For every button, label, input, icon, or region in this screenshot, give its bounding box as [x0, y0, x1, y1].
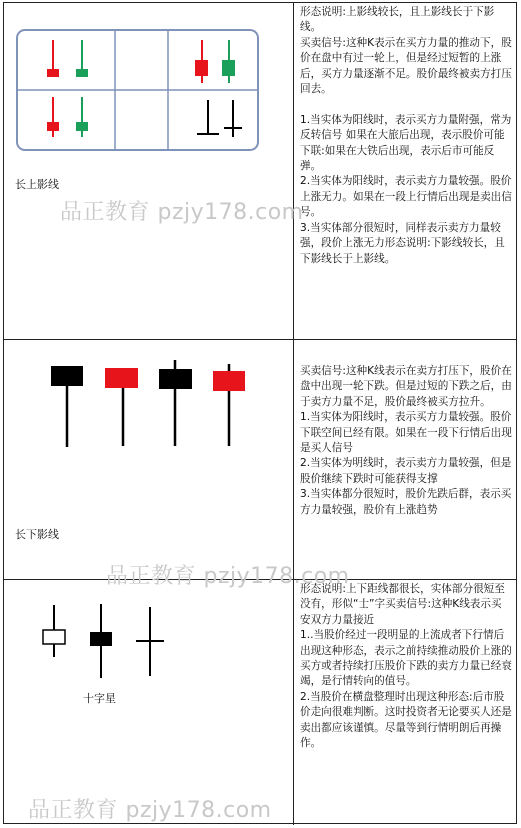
table-row — [4, 3, 516, 340]
table-row — [4, 340, 516, 589]
long-upper-shadow-illustration — [4, 3, 294, 340]
inverted-t-line — [197, 100, 219, 134]
candle-green-tall — [222, 40, 235, 83]
watermark: 品正教育 pzjy178.com — [28, 798, 272, 823]
pattern-illustration-cell — [4, 3, 294, 339]
kline-pattern-table — [3, 2, 517, 824]
candle-red-tall — [195, 40, 208, 83]
candle-red-long-upper — [47, 40, 59, 77]
pattern-description-cell — [294, 3, 516, 339]
candle-black-doji — [90, 604, 112, 678]
pattern-description: 买卖信号:这种K线表示在卖方打压下，股价在盘中出现一轮下跌。但是过短的下跌之后，由于卖方力量不足，股价最终被买方拉升。 1.当实体为阳线时，表示买方力量较强。股价下联空间已经有限。如果在一段下行情后出现是买人信号 2.当实体为明线时，表示卖方力量较强，但是股价继续下跌时可能获得支撑 3.当实体都分很短时，股价先跌后群，表示买方力量较强，股价有上涨趋势 — [300, 365, 512, 516]
pattern-description-cell — [294, 340, 516, 579]
pattern-label: 长上影线 — [15, 178, 59, 191]
pattern-description: 形态说明:上影线较长，且上影线长于下影线。 买卖信号:这种K表示在买方力量的推动下，股价在盘中有过一轮上，但是经过短暂的上涨后，买方力量逐渐不足。股价最终被卖方打压回去。 1.当实体为阳线时，表示买方力量附强，常为反转信号 如果在大旅后出现，表示股价可能下联:如果在大铁后出现，表示后市可能反弹。 2.当实体为阳线时，表示卖方力量较强。股价上涨无力。如果在一段上行情后出现是卖出信号。 3.当实体部分很短时，同样表示卖方力量较强，段价上涨无力形态说明:下影线较长，且下影线长于上影线。 — [300, 6, 512, 265]
pattern-description: 形态说明:上下距线都很长，实体部分很短至没有，形似“士”字买卖信号:这种K线表示买安双方力量接近 1..当股价经过一段明显的上流成者下行情后出现这种形态，表示之前持续推动股价上涨的买方或者持续打压股价下跌的卖方力量已经衰竭，是行情转向的值号。 2.当股价在横盘整理时出现这种形态:后市股价走向很难判断。这时投资者无论要买人还是卖出都应该谨慎。尽量等到行情明朗后再操作。 — [300, 583, 512, 750]
candle-red-hammer-upper — [213, 364, 245, 446]
watermark: 品正教育 pzjy178.com — [106, 564, 350, 589]
doji-illustration — [4, 580, 294, 825]
candle-black-hammer — [51, 366, 83, 447]
pattern-description-cell — [294, 580, 516, 825]
candle-red-hammer — [105, 368, 138, 446]
candle-green-upper-lower — [76, 97, 88, 137]
pattern-illustration-cell — [4, 340, 294, 579]
candle-black-hammer-upper — [159, 360, 192, 446]
watermark: 品正教育 pzjy178.com — [60, 200, 304, 225]
candle-green-long-upper — [76, 40, 88, 77]
candle-red-upper-lower — [47, 97, 59, 137]
long-lower-shadow-illustration — [4, 340, 294, 580]
inverted-cross-line — [224, 100, 242, 137]
candle-white-doji — [43, 605, 65, 657]
pattern-label: 十字星 — [83, 692, 116, 705]
pattern-label: 长下影线 — [15, 528, 59, 541]
table-row — [4, 580, 516, 825]
cross-star — [136, 607, 164, 676]
pattern-illustration-cell — [4, 580, 294, 825]
